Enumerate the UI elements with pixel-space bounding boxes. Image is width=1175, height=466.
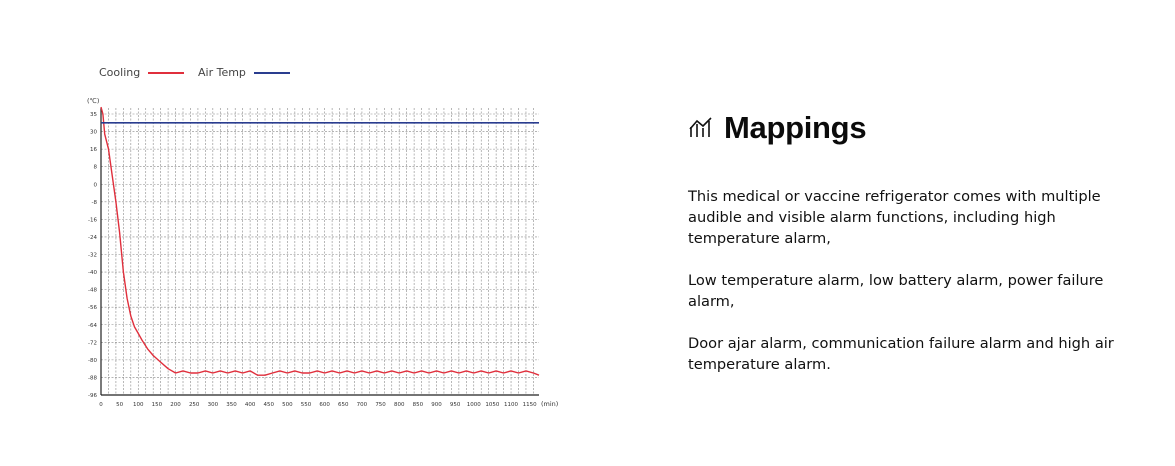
description	[688, 186, 1128, 375]
x-tick-label: 850	[412, 402, 424, 408]
x-tick-label: 200	[170, 402, 181, 408]
y-tick-label: -32	[88, 252, 97, 259]
x-unit-label: (min)	[541, 400, 559, 408]
x-tick-label: 400	[244, 402, 256, 408]
chart-plot	[84, 58, 566, 410]
y-tick-label: -8	[91, 199, 97, 206]
legend-label-cooling: Cooling	[99, 66, 141, 79]
x-tick-label: 50	[116, 402, 124, 408]
series-line-cooling	[101, 107, 539, 375]
page-title: Mappings	[724, 110, 867, 145]
y-tick-label: 8	[93, 164, 97, 171]
y-unit-label: (℃)	[87, 97, 100, 105]
x-tick-label: 250	[188, 402, 200, 408]
y-tick-label: 0	[93, 182, 97, 189]
x-tick-label: 800	[393, 402, 405, 408]
x-tick-label: 0	[99, 402, 103, 408]
y-tick-label: -24	[88, 234, 97, 241]
y-tick-label: -64	[88, 322, 97, 329]
chart-icon	[688, 115, 714, 141]
mappings-panel	[688, 110, 1128, 375]
y-tick-label: -72	[88, 340, 97, 347]
paragraph-3: Door ajar alarm, communication failure alarm and high air temperature alarm.	[688, 335, 1114, 373]
x-tick-label: 1000	[466, 402, 481, 408]
x-tick-label: 100	[133, 402, 144, 408]
y-tick-label: -48	[88, 287, 97, 294]
x-tick-label: 600	[319, 402, 330, 408]
x-tick-label: 750	[375, 402, 386, 408]
x-tick-label: 450	[263, 402, 274, 408]
y-tick-label: 16	[90, 147, 97, 154]
y-tick-label: -88	[88, 375, 97, 382]
x-tick-label: 950	[449, 402, 461, 408]
x-tick-label: 650	[338, 402, 349, 408]
x-tick-label: 150	[151, 402, 163, 408]
y-tick-label: 35	[90, 112, 97, 118]
x-tick-label: 1050	[485, 402, 500, 408]
x-tick-label: 700	[356, 402, 368, 408]
y-tick-label: -40	[88, 270, 97, 277]
y-tick-label: -56	[88, 305, 97, 312]
x-tick-label: 550	[300, 402, 312, 408]
y-tick-label: -80	[88, 357, 97, 364]
y-tick-label: 30	[90, 129, 97, 136]
y-tick-label: -16	[88, 217, 97, 224]
legend-label-air-temp: Air Temp	[198, 66, 246, 79]
x-tick-label: 1150	[522, 402, 537, 408]
mappings-heading	[688, 110, 1128, 146]
paragraph-2: Low temperature alarm, low battery alarm, power failure alarm,	[688, 272, 1104, 310]
x-tick-label: 900	[431, 402, 442, 408]
x-tick-label: 500	[282, 402, 293, 408]
paragraph-1: This medical or vaccine refrigerator comes with multiple audible and visible alarm functions, including high temperature alarm,	[688, 188, 1101, 247]
temperature-chart	[84, 58, 566, 410]
y-tick-label: -96	[88, 393, 97, 399]
x-tick-label: 350	[226, 402, 237, 408]
x-tick-label: 1100	[504, 402, 519, 408]
x-tick-label: 300	[207, 402, 219, 408]
